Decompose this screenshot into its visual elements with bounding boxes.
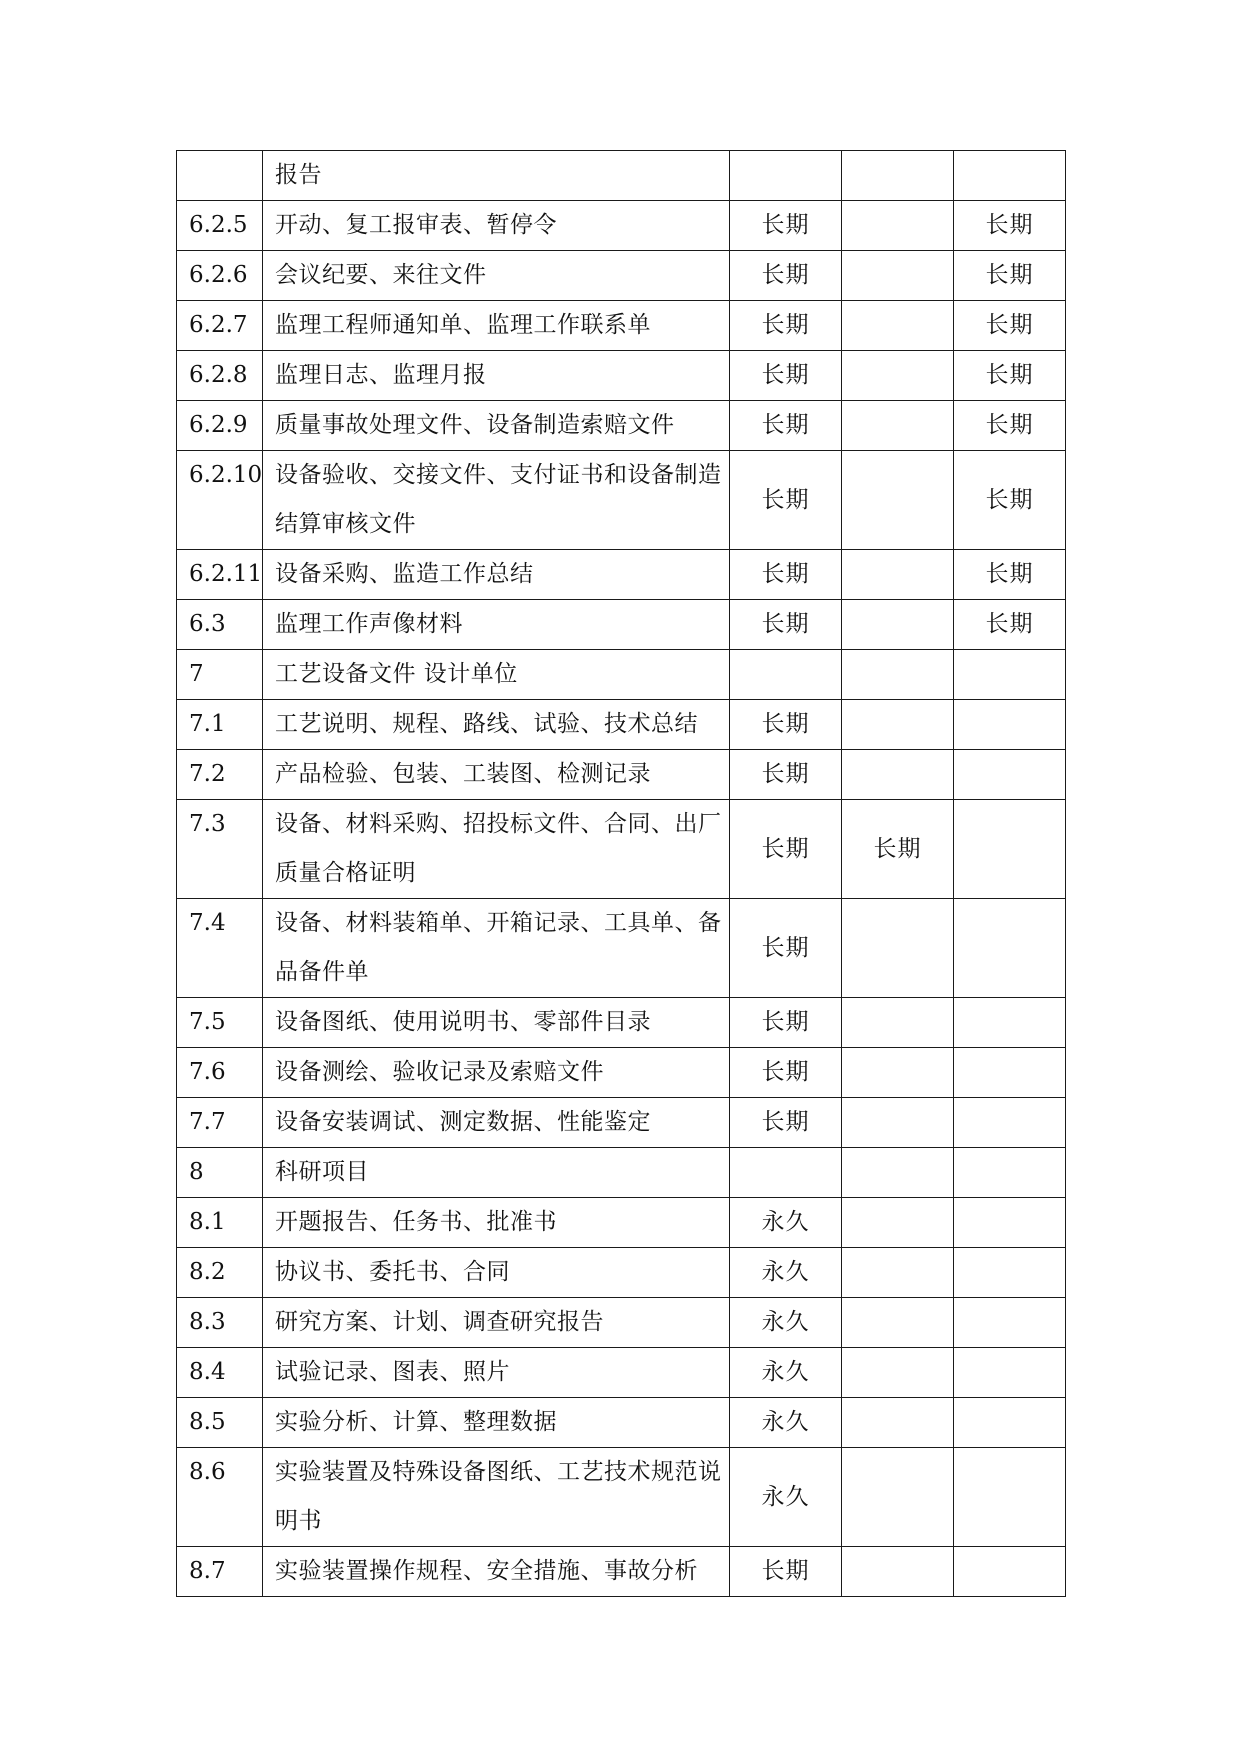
retention-term-cell-2 [842, 600, 954, 650]
table-row [177, 1198, 1066, 1248]
retention-term-cell-2 [842, 301, 954, 351]
retention-term-cell-3 [954, 1248, 1066, 1298]
retention-term-cell-3 [954, 800, 1066, 899]
item-title-cell: 质量事故处理文件、设备制造索赔文件 [263, 401, 730, 451]
retention-term-cell-3 [954, 151, 1066, 201]
item-number-cell [177, 151, 263, 201]
table-row [177, 750, 1066, 800]
item-title-cell: 产品检验、包装、工装图、检测记录 [263, 750, 730, 800]
retention-term-cell-2 [842, 650, 954, 700]
item-number-cell: 6.3 [177, 600, 263, 650]
item-title-cell: 设备测绘、验收记录及索赔文件 [263, 1048, 730, 1098]
retention-term-cell-1: 长期 [730, 600, 842, 650]
table-row [177, 1248, 1066, 1298]
table-row [177, 401, 1066, 451]
retention-term-cell-1: 长期 [730, 1547, 842, 1597]
retention-term-cell-3 [954, 700, 1066, 750]
retention-term-cell-3 [954, 1098, 1066, 1148]
retention-term-cell-3 [954, 1048, 1066, 1098]
item-number-cell: 8.6 [177, 1448, 263, 1547]
item-title-cell: 设备采购、监造工作总结 [263, 550, 730, 600]
table-row [177, 301, 1066, 351]
item-number-cell: 8.7 [177, 1547, 263, 1597]
retention-term-cell-3 [954, 1348, 1066, 1398]
item-number-cell: 7.7 [177, 1098, 263, 1148]
retention-term-cell-1: 长期 [730, 550, 842, 600]
retention-term-cell-2 [842, 1298, 954, 1348]
item-title-cell: 开题报告、任务书、批准书 [263, 1198, 730, 1248]
retention-term-cell-1: 长期 [730, 998, 842, 1048]
item-number-cell: 8.1 [177, 1198, 263, 1248]
retention-term-cell-2 [842, 151, 954, 201]
retention-term-cell-2 [842, 1348, 954, 1398]
item-number-cell: 6.2.11 [177, 550, 263, 600]
retention-term-cell-2 [842, 1098, 954, 1148]
retention-term-cell-3: 长期 [954, 451, 1066, 550]
retention-term-cell-1: 长期 [730, 401, 842, 451]
retention-term-cell-1: 长期 [730, 899, 842, 998]
item-number-cell: 8.4 [177, 1348, 263, 1398]
retention-term-cell-2 [842, 550, 954, 600]
item-number-cell: 7.2 [177, 750, 263, 800]
table-row [177, 1298, 1066, 1348]
retention-term-cell-1: 长期 [730, 201, 842, 251]
table-row [177, 1148, 1066, 1198]
retention-term-cell-1 [730, 1148, 842, 1198]
item-title-cell: 会议纪要、来往文件 [263, 251, 730, 301]
table-row [177, 800, 1066, 899]
retention-term-cell-2 [842, 201, 954, 251]
item-title-cell: 实验分析、计算、整理数据 [263, 1398, 730, 1448]
item-number-cell: 6.2.5 [177, 201, 263, 251]
retention-term-cell-1: 永久 [730, 1348, 842, 1398]
table-row [177, 998, 1066, 1048]
table-row [177, 600, 1066, 650]
retention-term-cell-3: 长期 [954, 301, 1066, 351]
retention-term-cell-3: 长期 [954, 401, 1066, 451]
item-title-cell: 研究方案、计划、调查研究报告 [263, 1298, 730, 1348]
item-title-cell: 设备图纸、使用说明书、零部件目录 [263, 998, 730, 1048]
table-row [177, 899, 1066, 998]
retention-term-cell-2 [842, 251, 954, 301]
retention-term-cell-1: 永久 [730, 1248, 842, 1298]
retention-term-cell-1: 长期 [730, 750, 842, 800]
retention-term-cell-3 [954, 998, 1066, 1048]
retention-term-cell-3 [954, 1398, 1066, 1448]
retention-term-cell-2 [842, 1448, 954, 1547]
item-title-cell: 实验装置操作规程、安全措施、事故分析 [263, 1547, 730, 1597]
table-row [177, 1048, 1066, 1098]
item-number-cell: 7.5 [177, 998, 263, 1048]
item-title-cell: 设备安装调试、测定数据、性能鉴定 [263, 1098, 730, 1148]
retention-term-cell-3 [954, 1547, 1066, 1597]
retention-term-cell-2 [842, 451, 954, 550]
item-number-cell: 8 [177, 1148, 263, 1198]
retention-term-cell-1: 长期 [730, 301, 842, 351]
retention-term-cell-3 [954, 1198, 1066, 1248]
retention-term-cell-3: 长期 [954, 251, 1066, 301]
retention-term-cell-1: 长期 [730, 800, 842, 899]
retention-term-cell-2 [842, 998, 954, 1048]
item-title-cell: 监理日志、监理月报 [263, 351, 730, 401]
item-title-cell: 协议书、委托书、合同 [263, 1248, 730, 1298]
retention-term-cell-1: 永久 [730, 1298, 842, 1348]
item-title-cell: 监理工程师通知单、监理工作联系单 [263, 301, 730, 351]
retention-term-cell-3 [954, 750, 1066, 800]
retention-term-cell-1: 长期 [730, 251, 842, 301]
retention-term-cell-2 [842, 899, 954, 998]
item-title-cell: 设备验收、交接文件、支付证书和设备制造结算审核文件 [263, 451, 730, 550]
retention-term-cell-2 [842, 700, 954, 750]
retention-term-cell-2 [842, 1198, 954, 1248]
table-row [177, 650, 1066, 700]
retention-term-cell-2 [842, 351, 954, 401]
table-row [177, 1098, 1066, 1148]
item-number-cell: 6.2.6 [177, 251, 263, 301]
item-number-cell: 8.5 [177, 1398, 263, 1448]
item-number-cell: 7.1 [177, 700, 263, 750]
item-title-cell: 报告 [263, 151, 730, 201]
item-title-cell: 试验记录、图表、照片 [263, 1348, 730, 1398]
retention-term-cell-1: 长期 [730, 700, 842, 750]
item-number-cell: 7.3 [177, 800, 263, 899]
retention-term-cell-1: 长期 [730, 1098, 842, 1148]
retention-term-cell-2 [842, 1248, 954, 1298]
item-title-cell: 开动、复工报审表、暂停令 [263, 201, 730, 251]
table-row [177, 201, 1066, 251]
retention-term-cell-1 [730, 650, 842, 700]
retention-term-cell-2 [842, 401, 954, 451]
retention-term-cell-3 [954, 1298, 1066, 1348]
retention-term-cell-3 [954, 1448, 1066, 1547]
table-row [177, 700, 1066, 750]
table-row [177, 351, 1066, 401]
retention-term-cell-1: 长期 [730, 1048, 842, 1098]
retention-term-cell-1: 永久 [730, 1398, 842, 1448]
table-row [177, 550, 1066, 600]
item-title-cell: 设备、材料装箱单、开箱记录、工具单、备品备件单 [263, 899, 730, 998]
retention-term-cell-2 [842, 1048, 954, 1098]
retention-term-cell-2 [842, 1547, 954, 1597]
retention-term-cell-3: 长期 [954, 351, 1066, 401]
retention-term-cell-3: 长期 [954, 201, 1066, 251]
retention-table [176, 150, 1066, 1597]
item-title-cell: 实验装置及特殊设备图纸、工艺技术规范说明书 [263, 1448, 730, 1547]
table-row [177, 1398, 1066, 1448]
retention-term-cell-1: 长期 [730, 351, 842, 401]
item-number-cell: 6.2.10 [177, 451, 263, 550]
item-number-cell: 6.2.8 [177, 351, 263, 401]
item-title-cell: 设备、材料采购、招投标文件、合同、出厂质量合格证明 [263, 800, 730, 899]
table-row [177, 151, 1066, 201]
retention-term-cell-2 [842, 1148, 954, 1198]
retention-term-cell-1: 永久 [730, 1198, 842, 1248]
item-title-cell: 科研项目 [263, 1148, 730, 1198]
item-number-cell: 8.3 [177, 1298, 263, 1348]
retention-term-cell-3 [954, 899, 1066, 998]
retention-term-cell-3 [954, 1148, 1066, 1198]
item-title-cell: 工艺说明、规程、路线、试验、技术总结 [263, 700, 730, 750]
item-title-cell: 工艺设备文件 设计单位 [263, 650, 730, 700]
item-number-cell: 8.2 [177, 1248, 263, 1298]
item-number-cell: 7 [177, 650, 263, 700]
item-number-cell: 7.6 [177, 1048, 263, 1098]
retention-term-cell-3: 长期 [954, 550, 1066, 600]
retention-term-cell-2 [842, 750, 954, 800]
retention-term-cell-2 [842, 1398, 954, 1448]
retention-term-cell-1 [730, 151, 842, 201]
table-row [177, 451, 1066, 550]
retention-term-cell-2: 长期 [842, 800, 954, 899]
item-number-cell: 7.4 [177, 899, 263, 998]
table-row [177, 1448, 1066, 1547]
retention-term-cell-3 [954, 650, 1066, 700]
item-number-cell: 6.2.9 [177, 401, 263, 451]
item-number-cell: 6.2.7 [177, 301, 263, 351]
table-row [177, 1348, 1066, 1398]
table-row [177, 1547, 1066, 1597]
retention-term-cell-1: 永久 [730, 1448, 842, 1547]
retention-term-cell-1: 长期 [730, 451, 842, 550]
table-row [177, 251, 1066, 301]
retention-term-cell-3: 长期 [954, 600, 1066, 650]
table-body [177, 151, 1066, 1597]
item-title-cell: 监理工作声像材料 [263, 600, 730, 650]
